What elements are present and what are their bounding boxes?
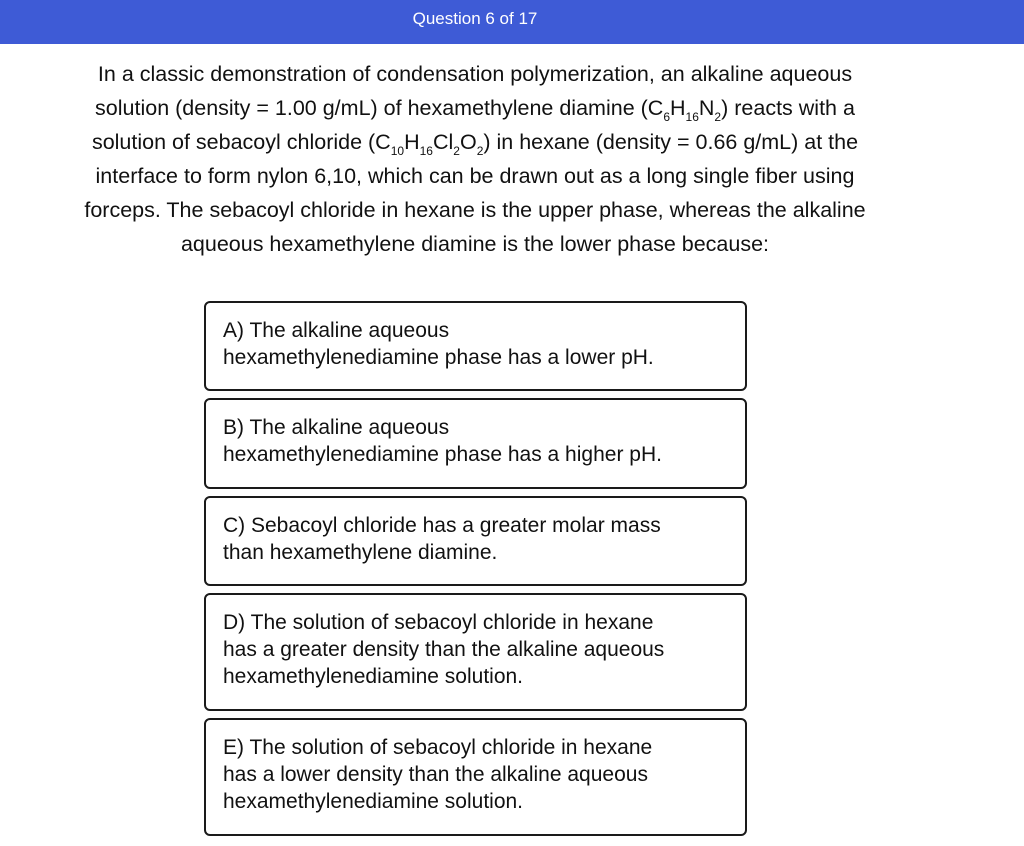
- question-text-segment: N: [698, 96, 715, 120]
- subscript: 2: [476, 144, 484, 158]
- header-bar: [0, 0, 1024, 44]
- option-text-line: D) The solution of sebacoyl chloride in hexane: [223, 611, 654, 634]
- option-text-line: B) The alkaline aqueous: [223, 416, 450, 439]
- option-text-line: hexamethylenediamine solution.: [223, 665, 524, 688]
- question-line-1: In a classic demonstration of condensation polymerization, an alkaline aqueous: [97, 62, 853, 86]
- question-counter: Question 6 of 17: [412, 9, 538, 28]
- answer-option-e[interactable]: [204, 718, 747, 836]
- question-line-4: interface to form nylon 6,10, which can be drawn out as a long single fiber using: [95, 164, 855, 188]
- question-text-segment: O: [459, 130, 477, 154]
- answer-option-c[interactable]: [204, 496, 747, 586]
- question-line-6: aqueous hexamethylene diamine is the lower phase because:: [180, 232, 770, 256]
- option-text-line: hexamethylenediamine solution.: [223, 790, 524, 813]
- subscript: 6: [663, 110, 670, 124]
- question-line-3: [30, 125, 920, 159]
- option-text-line: C) Sebacoyl chloride has a greater molar mass: [223, 514, 661, 537]
- question-text-segment: Cl: [432, 130, 454, 154]
- option-text-line: A) The alkaline aqueous: [223, 319, 450, 342]
- option-text-line: E) The solution of sebacoyl chloride in hexane: [223, 736, 653, 759]
- question-line-5: forceps. The sebacoyl chloride in hexane is the upper phase, whereas the alkaline: [84, 198, 866, 222]
- subscript: 16: [419, 144, 433, 158]
- question-text-segment: ) reacts with a: [721, 96, 855, 120]
- option-text-line: than hexamethylene diamine.: [223, 541, 498, 564]
- option-text-line: hexamethylenediamine phase has a higher pH.: [223, 443, 662, 466]
- question-text-segment: H: [670, 96, 686, 120]
- option-text-line: hexamethylenediamine phase has a lower pH.: [223, 346, 654, 369]
- subscript: 2: [453, 144, 460, 158]
- answer-options: [204, 301, 747, 836]
- subscript: 2: [714, 110, 722, 124]
- option-text-line: has a greater density than the alkaline aqueous: [223, 638, 665, 661]
- question-text-segment: solution of sebacoyl chloride (C: [91, 130, 391, 154]
- question-text-segment: solution (density = 1.00 g/mL) of hexamethylene diamine (C: [95, 96, 664, 120]
- question-text-segment: ) in hexane (density = 0.66 g/mL) at the: [483, 130, 859, 154]
- subscript: 10: [390, 144, 405, 158]
- answer-option-d[interactable]: [204, 593, 747, 711]
- answer-option-b[interactable]: [204, 398, 747, 489]
- question-text-segment: H: [404, 130, 420, 154]
- subscript: 16: [685, 110, 699, 124]
- question-text: [30, 57, 920, 261]
- answer-option-a[interactable]: [204, 301, 747, 391]
- option-text-line: has a lower density than the alkaline aqueous: [223, 763, 648, 786]
- question-line-2: [30, 91, 920, 125]
